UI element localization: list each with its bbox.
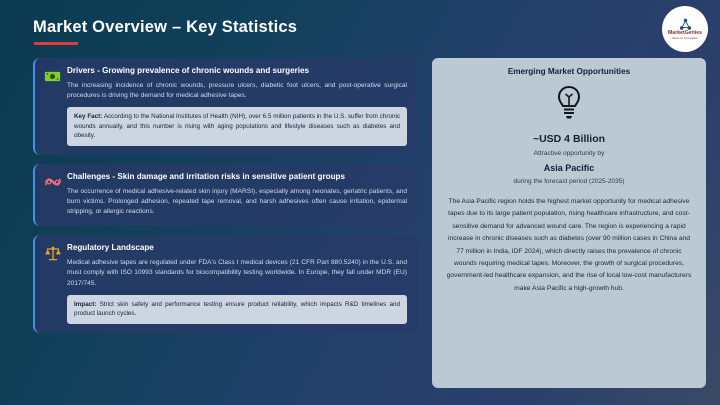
- panel-paragraph: The Asia Pacific region holds the highest market opportunity for medical adhesive tapes due to its large patient population, rising healthcare infrastructure, and cost-sensitive demand for advanced wound care. The region is experiencing a rapid increase in chronic diseases such as diabetes (over 90 million cases in China and 77 million in India, IDF 2024), which directly raises the prevalence of chronic wounds requiring medical tapes. Moreover, the growth of surgical procedures, government-led healthcare expansion, and the rise of local low-cost manufacturers make Asia Pacific a high-growth hub.: [446, 198, 692, 292]
- lightbulb-icon: [555, 85, 583, 126]
- key-fact-callout: [67, 107, 407, 145]
- card-title: Challenges - Skin damage and irritation risks in sensitive patient groups: [67, 171, 345, 181]
- card-regulatory: [33, 235, 418, 332]
- card-challenges: [33, 164, 418, 227]
- title-underline-rule: [34, 42, 78, 45]
- network-nodes-icon: [678, 18, 693, 31]
- card-body: Medical adhesive tapes are regulated under FDA's Class I medical devices (21 CFR Part 880.5240) in the U.S. and must comply with ISO 10993 standards for biocompatibility testing worldwide. In Europe, they fall under MDR (EU) 2017/745.: [67, 259, 407, 287]
- callout-text: Strict skin safety and performance testing ensure product reliability, which impacts R&D timelines and product launch cycles.: [74, 300, 400, 318]
- card-body: The increasing incidence of chronic wounds, pressure ulcers, diabetic foot ulcers, and post-operative surgical procedures is driving the demand for medical adhesive tapes.: [67, 81, 407, 100]
- emerging-opportunities-panel: [432, 58, 706, 388]
- broken-ribbon-icon: [43, 173, 62, 192]
- logo-name: MarketGenies: [667, 29, 703, 36]
- logo-tagline: Ideas to Innovation: [671, 35, 699, 40]
- page-title: Market Overview – Key Statistics: [33, 18, 298, 36]
- money-banknote-icon: [43, 67, 62, 86]
- impact-callout: [67, 295, 407, 324]
- card-drivers: [33, 58, 418, 155]
- card-title: Regulatory Landscape: [67, 243, 154, 253]
- opportunity-subtitle: Attractive opportunity by: [533, 150, 605, 157]
- card-body: The occurrence of medical adhesive-related skin injury (MARSI), especially among neonates, geriatric patients, and burn victims. Prolonged adhesion, repeated tape removal, and harsh adhesives often cause irritation, epidermal stripping, or allergic reactions.: [67, 187, 407, 216]
- brand-logo: [662, 6, 708, 52]
- region-name: Asia Pacific: [543, 163, 595, 173]
- callout-label: Key Fact:: [74, 113, 103, 121]
- card-title: Drivers - Growing prevalence of chronic wounds and surgeries: [67, 66, 309, 75]
- content-cards-column: [33, 58, 418, 333]
- market-figure: ~USD 4 Billion: [532, 133, 606, 145]
- callout-label: Impact:: [74, 300, 97, 308]
- scales-of-justice-icon: [43, 244, 62, 263]
- callout-text: According to the National Institutes of Health (NIH), over 6.5 million patients in the U.S. suffer from chronic wounds annually, and this number is rising with aging populations and lifestyle diseases such as diabetes and obesity.: [74, 113, 400, 140]
- forecast-period: during the forecast period (2025-2035): [513, 178, 625, 185]
- panel-title: Emerging Market Opportunities: [507, 67, 631, 76]
